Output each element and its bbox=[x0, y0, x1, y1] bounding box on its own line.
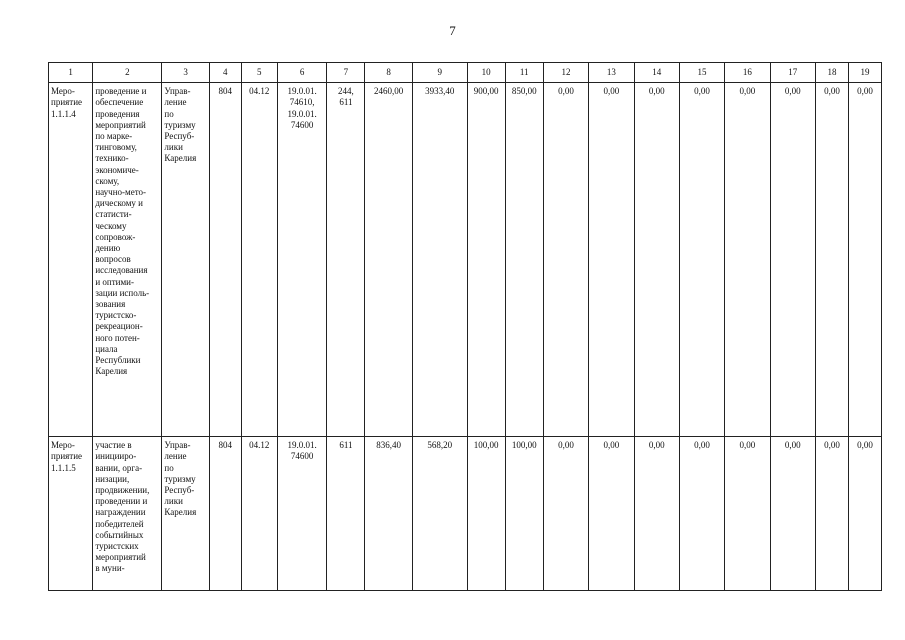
table-cell: Меро- приятие 1.1.1.5 bbox=[49, 437, 93, 591]
table-cell: 850,00 bbox=[505, 83, 543, 437]
table-cell: Управ- ление по туризму Респуб- лики Карелия bbox=[162, 437, 209, 591]
table-cell: 04.12 bbox=[241, 83, 277, 437]
table-cell: 568,20 bbox=[412, 437, 467, 591]
table-cell: 0,00 bbox=[848, 437, 881, 591]
table-cell: 0,00 bbox=[848, 83, 881, 437]
table-cell: 0,00 bbox=[589, 83, 634, 437]
table-header-row bbox=[49, 63, 882, 83]
column-header: 19 bbox=[848, 63, 881, 83]
table-cell: 0,00 bbox=[725, 83, 770, 437]
column-header: 7 bbox=[327, 63, 365, 83]
table-cell: 0,00 bbox=[543, 83, 588, 437]
table-cell: 0,00 bbox=[770, 437, 815, 591]
column-header: 9 bbox=[412, 63, 467, 83]
table-cell: 04.12 bbox=[241, 437, 277, 591]
table-cell: 0,00 bbox=[634, 437, 679, 591]
table-cell: 100,00 bbox=[505, 437, 543, 591]
column-header: 11 bbox=[505, 63, 543, 83]
table-cell: 3933,40 bbox=[412, 83, 467, 437]
column-header: 3 bbox=[162, 63, 209, 83]
column-header: 1 bbox=[49, 63, 93, 83]
table-cell: 2460,00 bbox=[365, 83, 412, 437]
column-header: 12 bbox=[543, 63, 588, 83]
table-cell: 804 bbox=[209, 83, 241, 437]
table-cell: 900,00 bbox=[467, 83, 505, 437]
page-number: 7 bbox=[449, 23, 456, 38]
table-cell: 100,00 bbox=[467, 437, 505, 591]
column-header: 10 bbox=[467, 63, 505, 83]
column-header: 18 bbox=[815, 63, 848, 83]
table-cell: 0,00 bbox=[679, 83, 724, 437]
column-header: 2 bbox=[93, 63, 162, 83]
table-cell: 0,00 bbox=[634, 83, 679, 437]
column-header: 8 bbox=[365, 63, 412, 83]
table-cell: 0,00 bbox=[543, 437, 588, 591]
column-header: 14 bbox=[634, 63, 679, 83]
table-cell: 0,00 bbox=[770, 83, 815, 437]
table-row bbox=[49, 83, 882, 437]
column-header: 15 bbox=[679, 63, 724, 83]
table-cell: Управ- ление по туризму Респуб- лики Карелия bbox=[162, 83, 209, 437]
table-cell: 804 bbox=[209, 437, 241, 591]
table-cell: Меро- приятие 1.1.1.4 bbox=[49, 83, 93, 437]
table-cell: 836,40 bbox=[365, 437, 412, 591]
column-header: 6 bbox=[277, 63, 326, 83]
table-cell: 0,00 bbox=[815, 83, 848, 437]
column-header: 13 bbox=[589, 63, 634, 83]
table-cell: 0,00 bbox=[589, 437, 634, 591]
table-cell: 244, 611 bbox=[327, 83, 365, 437]
table-cell: 0,00 bbox=[725, 437, 770, 591]
table-cell: 19.0.01. 74600 bbox=[277, 437, 326, 591]
column-header: 16 bbox=[725, 63, 770, 83]
table-cell: 0,00 bbox=[679, 437, 724, 591]
column-header: 4 bbox=[209, 63, 241, 83]
table-cell: 0,00 bbox=[815, 437, 848, 591]
budget-table bbox=[48, 62, 882, 591]
table-cell: 611 bbox=[327, 437, 365, 591]
table-cell: проведение и обеспечение проведения мероприятий по марке- тинговому, технико- экономиче- скому, научно-мето- дическому и статисти- ческому сопровож- дению вопросов исследования и оптими- зации исполь- зования туристско- рекреацион- ного потен- циала Республики Карелия bbox=[93, 83, 162, 437]
table-cell: участие в инициирo- вании, орга- низации, продвижении, проведении и награждении победителей событийных туристских мероприятий в муни- bbox=[93, 437, 162, 591]
table-cell: 19.0.01. 74610, 19.0.01. 74600 bbox=[277, 83, 326, 437]
column-header: 5 bbox=[241, 63, 277, 83]
column-header: 17 bbox=[770, 63, 815, 83]
table-row bbox=[49, 437, 882, 591]
